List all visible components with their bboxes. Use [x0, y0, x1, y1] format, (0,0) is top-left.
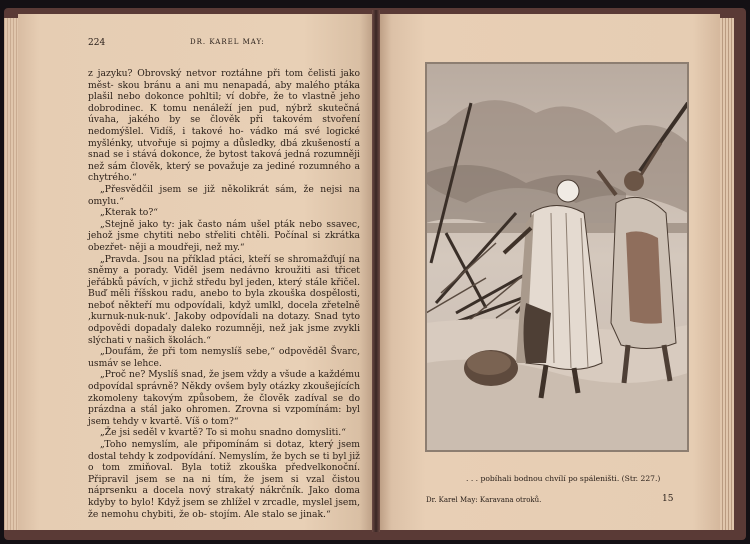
- paragraph: [88, 346, 360, 369]
- text-line: usmáv se lehce.: [88, 357, 162, 369]
- text-line: říšskou radu, anebo to byla zkouška dospělosti, neboť někteří: [88, 288, 361, 311]
- text-line: „Doufám, že při tom nemyslíš sebe,“ odpověděl Švarc,: [100, 346, 360, 358]
- text-line: „Že jsi seděl v kvartě? To si mohu snadno domysliti.“: [100, 427, 346, 439]
- illustration-drawing: [426, 63, 688, 451]
- paragraph: [88, 439, 360, 520]
- paragraph: [88, 184, 360, 207]
- text-line: se člověk při takovém stvoření nedomýšlel. Vidíš, i takové ho-: [88, 114, 361, 137]
- text-line: Jakoby odpovídali na dotazy. Snad tyto odpovědi dopadaly: [88, 311, 360, 335]
- text-line: z jazyku? Obrovský netvor roztáhne při tom čelisti jako měst-: [88, 68, 360, 91]
- text-line: „Proč ne? Myslíš snad, že jsem vždy a všude a každému: [100, 369, 360, 381]
- text-line: mu odpovídali, když umlkl, docela zřetelně ‚kurnuk-nuk-nuk‘.: [88, 299, 360, 323]
- text-line: jedná rozumněji než sám člověk, který se považuje za jediné: [88, 149, 360, 172]
- paragraph: [88, 68, 360, 184]
- text-line: daleko rozumněji, než jak jsme zvykli slýchati v našich školách.“: [88, 323, 361, 346]
- paragraph: [88, 219, 360, 254]
- text-line: jsem se na ni tím, že jsem si vzal čistou náprsenku a docela: [88, 473, 360, 497]
- illustration-caption: . . . pobíhali bodnou chvílí po spáleništi. (Str. 227.): [466, 474, 661, 483]
- text-line: „Toho nemyslím, ale připomínám si dotaz, který jsem: [100, 439, 360, 450]
- text-line: dokonce pohltil; ví dobře, že to vlastně jeho dobrodinec.: [88, 91, 360, 114]
- text-line: jehož jsme chytiti nebo střeliti chtěli. Počínal si zkrátka obezřet-: [88, 230, 360, 253]
- illustration-plate: [425, 62, 689, 452]
- text-line: stojím. Ale stalo se jinak.“: [209, 508, 331, 520]
- text-line: odpovídal správně? Někdy ovšem byly otázky zkoušejících: [88, 381, 360, 393]
- text-line: skou bránu a ani mu nenapadá, aby malého ptáka plašil nebo: [88, 79, 360, 103]
- paragraph: [88, 207, 360, 219]
- text-line: se zhlížel v zrcadle, myslel jsem, že nemohu chybiti, že ob-: [88, 496, 360, 520]
- text-line: „Kterak to?“: [100, 207, 158, 219]
- text-line: rozumného a chytrého.“: [88, 160, 361, 184]
- text-line: dostal tehdy k zodpovídání. Nemyslím, že bych se ti byl již: [88, 450, 360, 462]
- running-head: DR. KAREL MAY:: [190, 38, 265, 46]
- left-page-edges: [4, 18, 18, 530]
- text-line: a stál jako ohromen. Zrovna si vzpomínám: byl jsem tehdy: [88, 404, 360, 427]
- text-line: vádko má své logické myšlénky, utvořuje si pojmy a důsledky,: [88, 125, 360, 149]
- left-page-number: 224: [88, 38, 106, 48]
- text-line: pávích, v jichž středu byl jeden, který stále křičel. Buď měli: [88, 276, 360, 300]
- text-line: v kvartě. Víš o tom?“: [141, 415, 239, 427]
- text-line: o tom zmiňoval. Byla totiž zkouška předvelkonoční. Připravil: [88, 462, 360, 485]
- text-line: sněmy a porady. Viděl jsem nedávno kroužiti asi třicet jeřábků: [88, 265, 360, 288]
- paragraph: [88, 369, 360, 427]
- paragraph: [88, 254, 360, 347]
- book-gutter: [372, 10, 380, 532]
- text-line: dbá zkušeností a snad se i stává dokonce, že bytost taková: [88, 137, 361, 161]
- signature-mark: 15: [662, 494, 674, 504]
- text-line: K tomu nenáleží jen pud, nýbrž skutečná úvaha, jakého by: [88, 102, 360, 126]
- text-line: „Stejně jako ty: jak často nám ušel pták nebo ssavec,: [100, 218, 360, 230]
- text-line: „Pravda. Jsou na příklad ptáci, kteří se shromažďují na: [100, 253, 360, 265]
- paragraph: [88, 427, 360, 439]
- page-footer: Dr. Karel May: Karavana otroků.: [426, 496, 542, 504]
- text-line: něji a moudřeji, než my.“: [129, 241, 245, 253]
- right-page-edges: [720, 18, 734, 530]
- text-line: nový strakatý nákrčník. Jako doma kdyby to bylo! Když jsem: [88, 485, 361, 508]
- text-line: zkomoleny takovým způsobem, že člověk zadíval se do prázdna: [88, 392, 360, 416]
- text-line: „Přesvědčil jsem se již několikrát sám, že nejsi na omylu.“: [88, 183, 360, 207]
- body-text: [88, 68, 360, 520]
